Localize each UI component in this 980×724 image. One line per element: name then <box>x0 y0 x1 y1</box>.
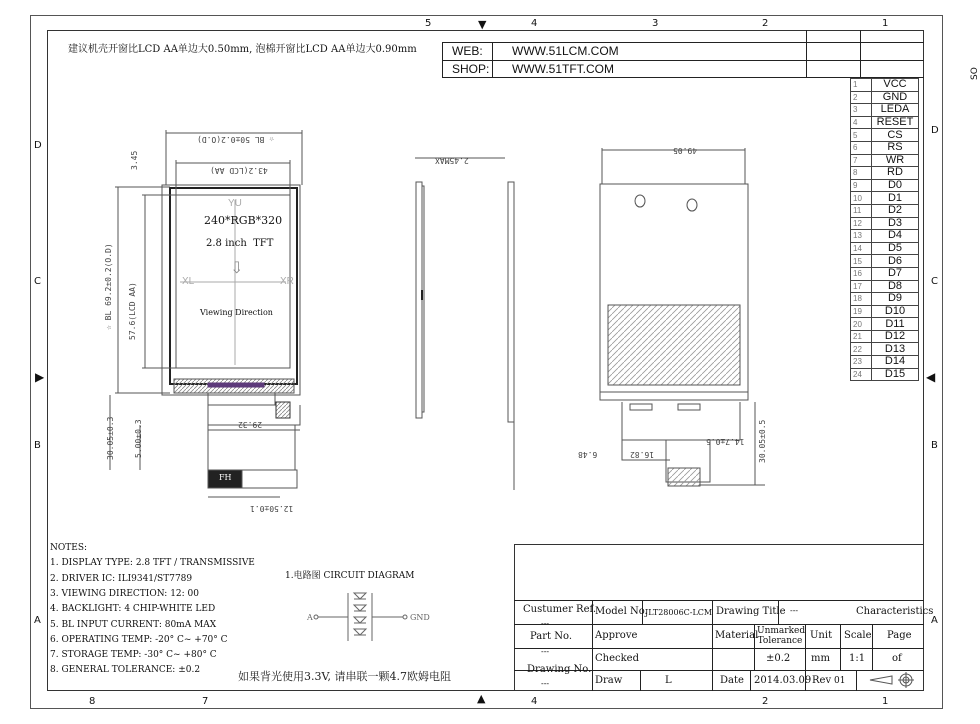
page-label: Page <box>887 630 912 641</box>
note-item: 8. GENERAL TOLERANCE: ±0.2 <box>50 665 201 676</box>
pin-number: 7 <box>851 154 872 167</box>
zone-arrow-bottom-icon: ▲ <box>477 692 486 705</box>
side-view-drawing <box>405 150 525 500</box>
label-fpc: FH <box>219 473 232 482</box>
shop-label: SHOP: <box>452 62 490 76</box>
characteristics-label: Characteristics <box>856 606 934 617</box>
pin-number: 8 <box>851 167 872 180</box>
pin-signal: LEDA <box>872 104 919 117</box>
pin-row <box>851 305 919 318</box>
dim-fpc-width: 29.32 <box>238 420 263 429</box>
arrow-right-icon: ◀ <box>926 370 936 384</box>
drawing-no-value: --- <box>541 679 550 688</box>
dim-fpc-len2: 5.00±0.3 <box>134 419 143 458</box>
pin-row <box>851 242 919 255</box>
pin-row <box>851 192 919 205</box>
pin-row <box>851 293 919 306</box>
circuit-label-a: A <box>307 613 313 622</box>
pin-number: 19 <box>851 305 872 318</box>
note-item: 6. OPERATING TEMP: -20° C~ +70° C <box>50 634 228 645</box>
pin-row <box>851 368 919 381</box>
dim-thickness: 2.45MAX <box>435 156 469 165</box>
zone-left-c: C <box>34 276 41 287</box>
dim-fpc-len1: 30.05±0.3 <box>106 416 115 460</box>
label-xl: XL <box>182 276 195 287</box>
pin-row <box>851 179 919 192</box>
label-resolution: 240*RGB*320 <box>204 214 283 227</box>
pin-row <box>851 280 919 293</box>
zone-right-c: C <box>931 276 938 287</box>
pin-signal: CS <box>872 129 919 142</box>
date-label: Date <box>720 675 744 686</box>
zone-top-5: 5 <box>425 18 432 29</box>
dim-aa-height: 57.6(LCD AA) <box>128 282 137 340</box>
pin-row <box>851 91 919 104</box>
pin-number: 17 <box>851 280 872 293</box>
dim-bl-height: ☆ BL 69.2±0.2(O.D) <box>104 243 113 330</box>
pin-row <box>851 318 919 331</box>
zone-left-a: A <box>34 615 41 626</box>
unit-value: mm <box>811 653 830 664</box>
pin-signal: D5 <box>872 242 919 255</box>
circuit-title: 1.电路图 CIRCUIT DIAGRAM <box>285 571 415 581</box>
pin-signal: D9 <box>872 293 919 306</box>
pin-signal: D11 <box>872 318 919 331</box>
pin-row <box>851 79 919 92</box>
pin-row <box>851 356 919 369</box>
dim-fpc-tail: 12.50±0.1 <box>250 504 294 513</box>
web-label: WEB: <box>452 44 483 58</box>
zone-left-b: B <box>34 440 41 451</box>
pin-signal: D4 <box>872 230 919 243</box>
note-item: 5. BL INPUT CURRENT: 80mA MAX <box>50 619 217 630</box>
back-view-drawing <box>570 140 790 500</box>
customer-ref-value: --- <box>541 619 550 628</box>
pin-number: 15 <box>851 255 872 268</box>
pin-number: 9 <box>851 179 872 192</box>
pin-row <box>851 204 919 217</box>
pin-row <box>851 330 919 343</box>
zone-arrow-top-icon: ▼ <box>478 18 487 31</box>
drawing-no-label: Drawing No. <box>527 664 592 675</box>
pin-number: 21 <box>851 330 872 343</box>
pin-signal: D6 <box>872 255 919 268</box>
pin-number: 23 <box>851 356 872 369</box>
pin-number: 13 <box>851 230 872 243</box>
pin-number: 12 <box>851 217 872 230</box>
window-cutout-note: 建议机壳开窗比LCD AA单边大0.50mm, 泡棉开窗比LCD AA单边大0.90mm <box>68 44 417 55</box>
date-value: 2014.03.09 <box>754 675 812 686</box>
draw-label: Draw <box>595 675 623 686</box>
pin-signal: D12 <box>872 330 919 343</box>
backlight-resistor-note: 如果背光使用3.3V, 请串联一颗4.7欧姆电阻 <box>238 670 452 683</box>
unmarked-tolerance-label: Unmarked Tolerance <box>757 626 806 646</box>
pin-number: 1 <box>851 79 872 92</box>
pin-signal: D0 <box>872 179 919 192</box>
material-label: Material <box>715 630 759 641</box>
zone-top-1: 1 <box>882 18 889 29</box>
dim-back-width: 49.05 <box>673 146 698 155</box>
shop-url-link[interactable]: WWW.51TFT.COM <box>512 62 614 76</box>
model-no-value: JLT28006C-LCM <box>645 608 713 617</box>
pin-signal: D10 <box>872 305 919 318</box>
pin-row <box>851 255 919 268</box>
pin-row <box>851 116 919 129</box>
front-view-drawing <box>90 125 420 525</box>
web-url-link[interactable]: WWW.51LCM.COM <box>512 44 619 58</box>
dim-back-d3: 6.48 <box>578 450 598 459</box>
label-size: 2.8 inch TFT <box>206 238 274 249</box>
zone-left-d: D <box>34 140 42 151</box>
page-value: of <box>892 653 902 664</box>
circuit-label-gnd: GND <box>410 613 430 622</box>
scale-value: 1:1 <box>849 653 866 664</box>
pin-row <box>851 167 919 180</box>
pin-number: 11 <box>851 204 872 217</box>
side-letters: SO <box>970 67 980 80</box>
zone-bottom-4: 4 <box>531 696 538 707</box>
notes-heading: NOTES: <box>50 543 88 553</box>
pin-number: 24 <box>851 368 872 381</box>
dim-back-length: 30.05±0.5 <box>758 419 767 463</box>
pin-number: 5 <box>851 129 872 142</box>
pin-signal: RD <box>872 167 919 180</box>
pin-row <box>851 154 919 167</box>
pin-row <box>851 230 919 243</box>
pin-number: 14 <box>851 242 872 255</box>
pin-signal: GND <box>872 91 919 104</box>
pin-row <box>851 343 919 356</box>
pin-signal: D14 <box>872 356 919 369</box>
pin-signal: D2 <box>872 204 919 217</box>
pin-number: 6 <box>851 141 872 154</box>
zone-right-d: D <box>931 125 939 136</box>
label-xr: XR <box>280 276 294 287</box>
approve-label: Approve <box>595 630 638 641</box>
note-item: 2. DRIVER IC: ILI9341/ST7789 <box>50 573 193 584</box>
unit-label: Unit <box>810 630 833 641</box>
pin-row <box>851 129 919 142</box>
drawing-title-label: Drawing Title <box>716 606 786 617</box>
pin-number: 2 <box>851 91 872 104</box>
pin-signal: D15 <box>872 368 919 381</box>
pin-signal: RS <box>872 141 919 154</box>
projection-symbol-icon <box>866 672 920 688</box>
pin-number: 16 <box>851 267 872 280</box>
rev-value: 01 <box>834 676 846 686</box>
note-item: 3. VIEWING DIRECTION: 12: 00 <box>50 588 199 599</box>
arrow-down-icon: ⇩ <box>230 258 244 277</box>
zone-bottom-7: 7 <box>202 696 209 707</box>
dim-bl-width: ☆ BL 50±0.2(O.D) <box>197 135 275 144</box>
zone-bottom-1: 1 <box>882 696 889 707</box>
pin-signal: VCC <box>872 79 919 92</box>
model-no-label: Model No. <box>595 606 648 617</box>
dim-aa-width: 43.2(LCD AA) <box>210 166 268 175</box>
pin-signal: D1 <box>872 192 919 205</box>
pin-number: 3 <box>851 104 872 117</box>
customer-ref-label: Custumer Ref. <box>523 604 597 615</box>
zone-top-2: 2 <box>762 18 769 29</box>
pin-number: 10 <box>851 192 872 205</box>
pin-row <box>851 267 919 280</box>
dim-back-d1: 14.7±0.5 <box>706 437 745 446</box>
pin-signal: D8 <box>872 280 919 293</box>
note-item: 1. DISPLAY TYPE: 2.8 TFT / TRANSMISSIVE <box>50 558 255 569</box>
pin-number: 22 <box>851 343 872 356</box>
scale-label: Scale <box>844 630 872 641</box>
pin-number: 20 <box>851 318 872 331</box>
pin-signal: RESET <box>872 116 919 129</box>
rev-label: Rev <box>812 675 832 686</box>
zone-bottom-8: 8 <box>89 696 96 707</box>
pin-row <box>851 104 919 117</box>
part-no-value: --- <box>541 647 550 656</box>
tolerance-value: ±0.2 <box>766 653 791 664</box>
zone-bottom-2: 2 <box>762 696 769 707</box>
pin-number: 4 <box>851 116 872 129</box>
pin-signal: D13 <box>872 343 919 356</box>
zone-right-a: A <box>931 615 938 626</box>
pin-signal: WR <box>872 154 919 167</box>
note-item: 4. BACKLIGHT: 4 CHIP-WHITE LED <box>50 604 216 615</box>
pin-number: 18 <box>851 293 872 306</box>
draw-value: L <box>665 675 672 686</box>
dim-back-d2: 16.82 <box>630 450 655 459</box>
note-item: 7. STORAGE TEMP: -30° C~ +80° C <box>50 650 217 661</box>
label-yu: YU <box>228 198 242 209</box>
zone-top-3: 3 <box>652 18 659 29</box>
zone-top-4: 4 <box>531 18 538 29</box>
pin-signal: D3 <box>872 217 919 230</box>
pin-signal: D7 <box>872 267 919 280</box>
pin-row <box>851 217 919 230</box>
part-no-label: Part No. <box>530 631 572 642</box>
arrow-left-icon: ▶ <box>35 370 45 384</box>
label-viewing-direction: Viewing Direction <box>200 308 273 317</box>
pin-row <box>851 141 919 154</box>
checked-label: Checked <box>595 653 639 664</box>
drawing-title-value: --- <box>790 606 799 615</box>
dim-top-gap: 3.45 <box>130 150 139 170</box>
zone-right-b: B <box>931 440 938 451</box>
pin-table <box>850 78 919 381</box>
